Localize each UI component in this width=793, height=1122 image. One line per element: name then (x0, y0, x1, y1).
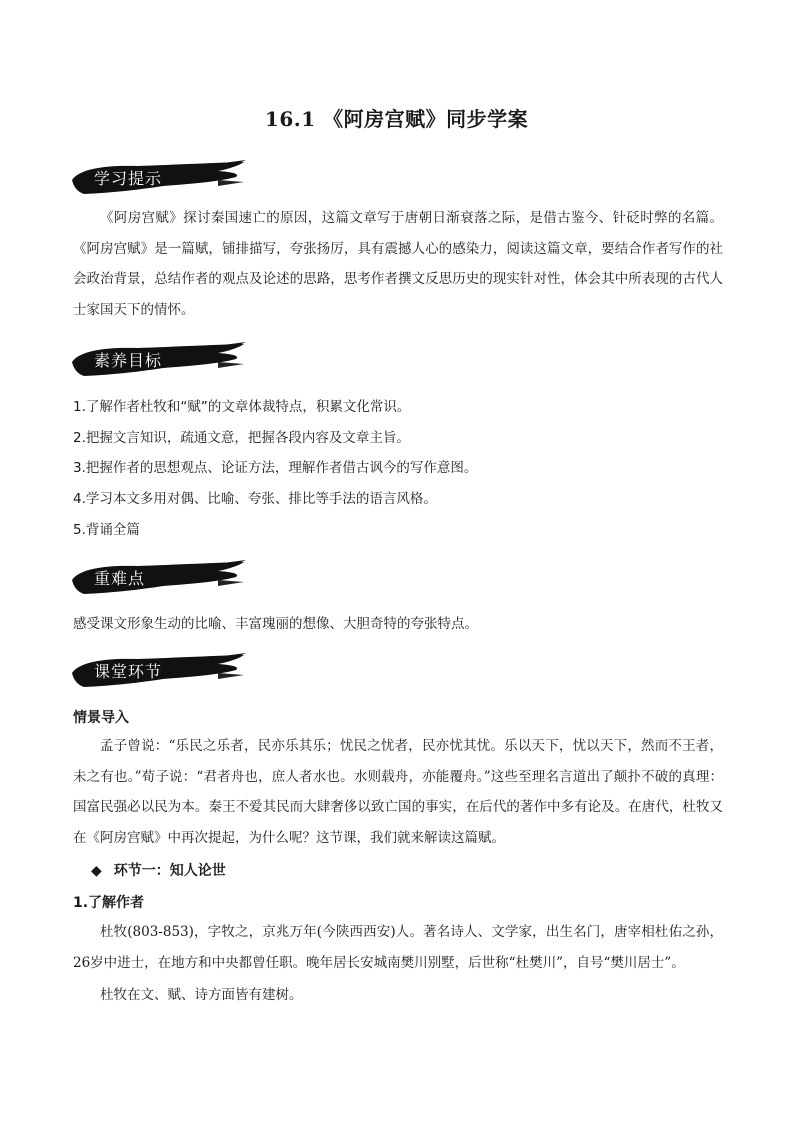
goal-item-2: 2.把握文言知识，疏通文意，把握各段内容及文章主旨。 (73, 430, 410, 446)
page-title: 16.1 《阿房宫赋》同步学案 (264, 107, 529, 131)
intro-paragraph: 孟子曾说：“乐民之乐者，民亦乐其乐；忧民之忧者，民亦忧其忧。乐以天下，忧以天下，然而不王者，未之有也。”荀子说：“君者舟也，庶人者水也。水则载舟，亦能覆舟。”这些至理名言道出了颠扑不破的真理：国富民强必以民为本。秦王不爱其民而大肆奢侈以致亡国的事实，在后代的著作中多有论及。在唐代，杜牧又在《阿房宫赋》中再次提起，为什么呢？这节课，我们就来解读这篇赋。 (73, 738, 723, 846)
section-heading-goals: 素养目标 (94, 351, 163, 370)
step1-heading (91, 860, 226, 880)
key-points-text: 感受课文形象生动的比喻、丰富瑰丽的想像、大胆奇特的夸张特点。 (73, 616, 478, 632)
goal-item-3: 3.把握作者的思想观点、论证方法，理解作者借古讽今的写作意图。 (73, 460, 478, 476)
goal-item-1: 1.了解作者杜牧和“赋”的文章体裁特点，积累文化常识。 (73, 399, 411, 415)
author-note: 杜牧在文、赋、诗方面皆有建树。 (100, 987, 303, 1003)
section-heading-key-points: 重难点 (94, 569, 146, 588)
intro-heading: 情景导入 (73, 710, 129, 726)
section-heading-classroom: 课堂环节 (94, 662, 163, 681)
step1-label: 环节一：知人论世 (113, 863, 226, 879)
goal-item-4: 4.学习本文多用对偶、比喻、夸张、排比等手法的语言风格。 (73, 491, 437, 507)
section-banner-key-points (68, 560, 248, 596)
author-heading: 1.了解作者 (73, 895, 145, 911)
author-paragraph: 杜牧(803-853)，字牧之，京兆万年(今陕西西安)人。著名诗人、文学家，出生名门，唐宰相杜佑之孙，26岁中进士，在地方和中央都曾任职。晚年居长安城南樊川别墅，后世称“杜樊川”，自号“樊川居士”。 (73, 924, 723, 971)
tips-paragraph: 《阿房宫赋》探讨秦国速亡的原因，这篇文章写于唐朝日渐衰落之际，是借古鉴今、针砭时弊的名篇。《阿房宫赋》是一篇赋，铺排描写，夸张扬厉，具有震撼人心的感染力，阅读这篇文章，要结合作者写作的社会政治背景，总结作者的观点及论述的思路，思考作者撰文反思历史的现实针对性，体会其中所表现的古代人士家国天下的情怀。 (73, 210, 723, 318)
section-banner-goals (68, 342, 248, 378)
section-heading-tips: 学习提示 (94, 169, 163, 188)
diamond-bullet-icon: ◆ (91, 863, 102, 879)
section-banner-classroom (68, 653, 248, 689)
goal-item-5: 5.背诵全篇 (73, 522, 140, 538)
section-banner-tips (68, 160, 248, 196)
